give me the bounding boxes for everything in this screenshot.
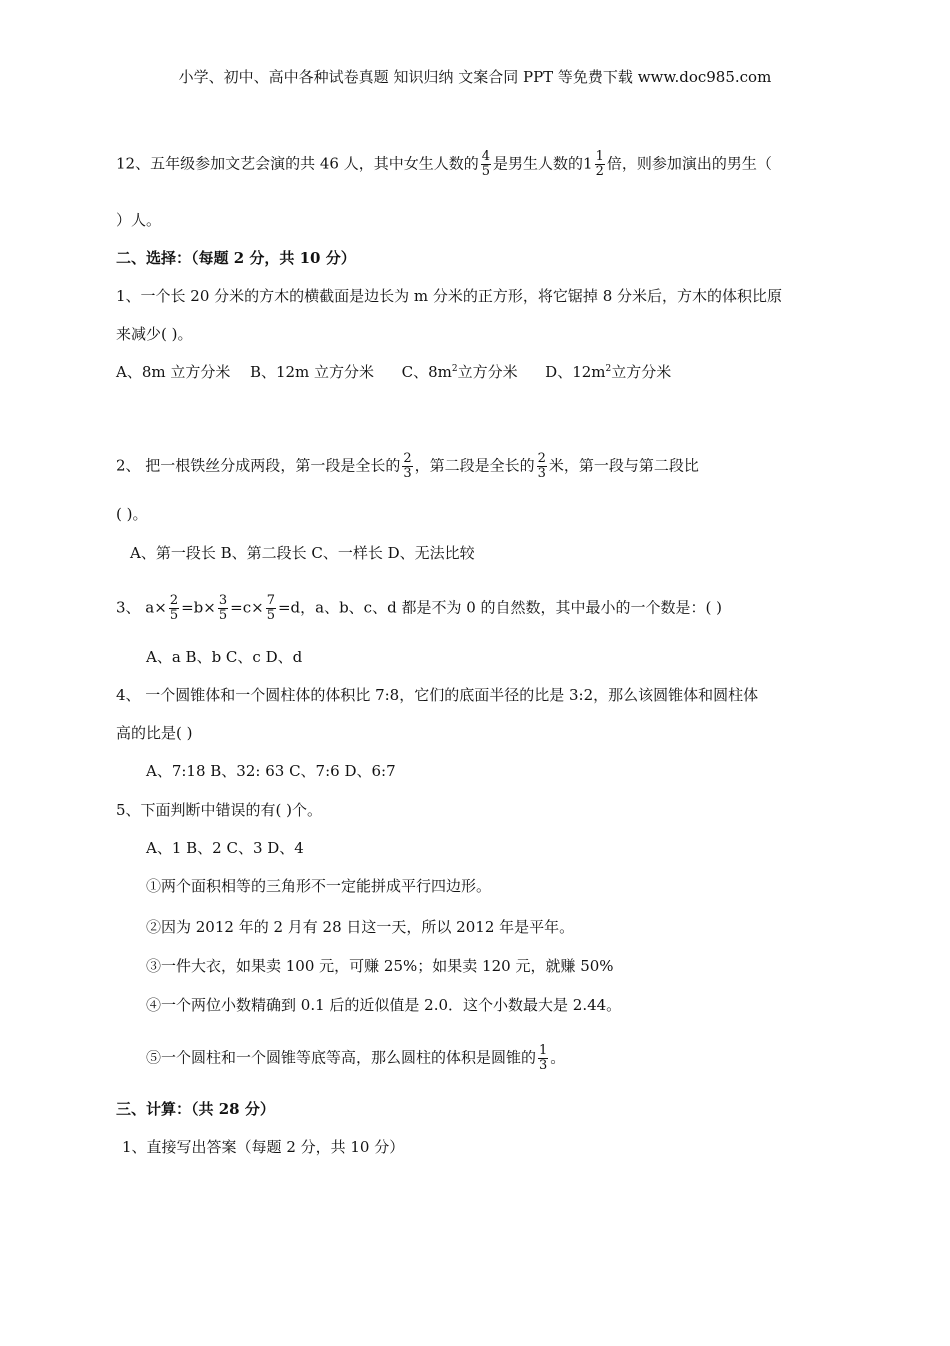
choice-1-option-c	[402, 363, 518, 381]
s5-text-pre: ⑤一个圆柱和一个圆锥等底等高，那么圆柱的体积是圆锥的	[146, 1048, 537, 1067]
fraction-numerator: 2	[403, 451, 412, 466]
fraction-denominator: 5	[169, 608, 179, 623]
question-12-line2: ）人。	[116, 211, 162, 229]
q12-text-pre: 12、五年级参加文艺会演的共 46 人，其中女生人数的	[116, 154, 479, 173]
section-3-title: 三、计算：（共 28 分）	[116, 1100, 275, 1118]
choice-4-options: A、7:18 B、32: 63 C、7:6 D、6:7	[146, 762, 396, 780]
choice-5-options: A、1 B、2 C、3 D、4	[146, 839, 304, 857]
choice-5-statement-4: ④一个两位小数精确到 0.1 后的近似值是 2.0．这个小数最大是 2.44。	[146, 996, 622, 1014]
choice-2-options: A、第一段长 B、第二段长 C、一样长 D、无法比较	[130, 544, 475, 562]
question-12-line1	[116, 150, 772, 179]
option-c-text: C、8m	[401, 363, 452, 381]
section-3-sub-1: 1、直接写出答案（每题 2 分，共 10 分）	[122, 1138, 405, 1156]
choice-5-statement-1: ①两个面积相等的三角形不一定能拼成平行四边形。	[146, 877, 492, 895]
choice-1-line1: 1、一个长 20 分米的方木的横截面是边长为 m 分米的正方形，将它锯掉 8 分米后，方木的体积比原	[116, 287, 783, 305]
section-2-title: 二、选择：（每题 2 分，共 10 分）	[116, 249, 356, 267]
c3-text-m2: =c×	[230, 598, 264, 617]
choice-1-line2: 来减少( )。	[116, 325, 193, 343]
fraction-denominator: 3	[537, 466, 546, 481]
fraction-numerator: 4	[481, 149, 490, 164]
c3-fraction-2	[218, 594, 228, 623]
q12-fraction-2	[595, 150, 605, 179]
option-d-text: D、12m	[545, 363, 606, 381]
q12-text-post: 倍，则参加演出的男生（	[606, 154, 772, 173]
fraction-denominator: 3	[403, 466, 412, 481]
choice-1-options	[116, 362, 671, 382]
choice-1-option-b: B、12m 立方分米	[249, 363, 375, 381]
c2-text-mid: ，第二段是全长的	[414, 456, 535, 475]
choice-5-line1: 5、下面判断中错误的有( )个。	[116, 801, 323, 819]
choice-1-option-a: A、8m 立方分米	[116, 363, 231, 381]
choice-5-statement-2: ②因为 2012 年的 2 月有 28 日这一天，所以 2012 年是平年。	[146, 918, 575, 936]
option-d-unit: 立方分米	[611, 363, 672, 381]
c3-text-post: =d，a、b、c、d 都是不为 0 的自然数，其中最小的一个数是：( )	[277, 598, 723, 617]
choice-1-option-d	[545, 363, 671, 381]
q12-fraction-1	[481, 150, 491, 179]
page-header: 小学、初中、高中各种试卷真题 知识归纳 文案合同 PPT 等免费下载 www.doc985.com	[178, 68, 772, 86]
c3-text-m1: =b×	[181, 598, 216, 617]
option-c-unit: 立方分米	[457, 363, 518, 381]
choice-3-line1	[116, 594, 722, 623]
choice-4-line2: 高的比是( )	[116, 724, 193, 742]
q12-text-mid: 是男生人数的	[493, 154, 584, 173]
fraction-numerator: 2	[169, 593, 179, 608]
choice-2-line2: ( )。	[116, 505, 148, 523]
choice-3-options: A、a B、b C、c D、d	[146, 648, 303, 666]
fraction-denominator: 2	[595, 164, 604, 179]
fraction-denominator: 5	[218, 608, 228, 623]
fraction-denominator: 5	[266, 608, 275, 623]
c3-fraction-1	[169, 594, 179, 623]
fraction-denominator: 3	[539, 1058, 548, 1073]
s5-text-post: 。	[550, 1048, 566, 1067]
c3-text-pre: 3、 a×	[116, 598, 167, 617]
c2-fraction-1	[402, 452, 412, 481]
c3-fraction-3	[266, 594, 276, 623]
choice-4-line1: 4、 一个圆锥体和一个圆柱体的体积比 7:8，它们的底面半径的比是 3:2，那么该圆锥体和圆柱体	[116, 686, 759, 704]
fraction-numerator: 1	[595, 149, 604, 164]
fraction-numerator: 1	[539, 1043, 548, 1058]
c2-text-post: 米，第一段与第二段比	[548, 456, 699, 475]
option-d-superscript: 2	[605, 364, 612, 374]
fraction-numerator: 3	[218, 593, 228, 608]
c2-fraction-2	[537, 452, 547, 481]
q12-mixed-whole: 1	[583, 154, 593, 173]
s5-fraction	[538, 1044, 548, 1073]
fraction-numerator: 2	[537, 451, 546, 466]
choice-5-statement-5	[146, 1044, 565, 1073]
c2-text-pre: 2、 把一根铁丝分成两段，第一段是全长的	[116, 456, 401, 475]
fraction-numerator: 7	[266, 593, 275, 608]
option-c-superscript: 2	[451, 364, 458, 374]
choice-5-statement-3: ③一件大衣，如果卖 100 元，可赚 25%；如果卖 120 元，就赚 50%	[146, 957, 614, 975]
choice-2-line1	[116, 452, 699, 481]
fraction-denominator: 5	[481, 164, 490, 179]
